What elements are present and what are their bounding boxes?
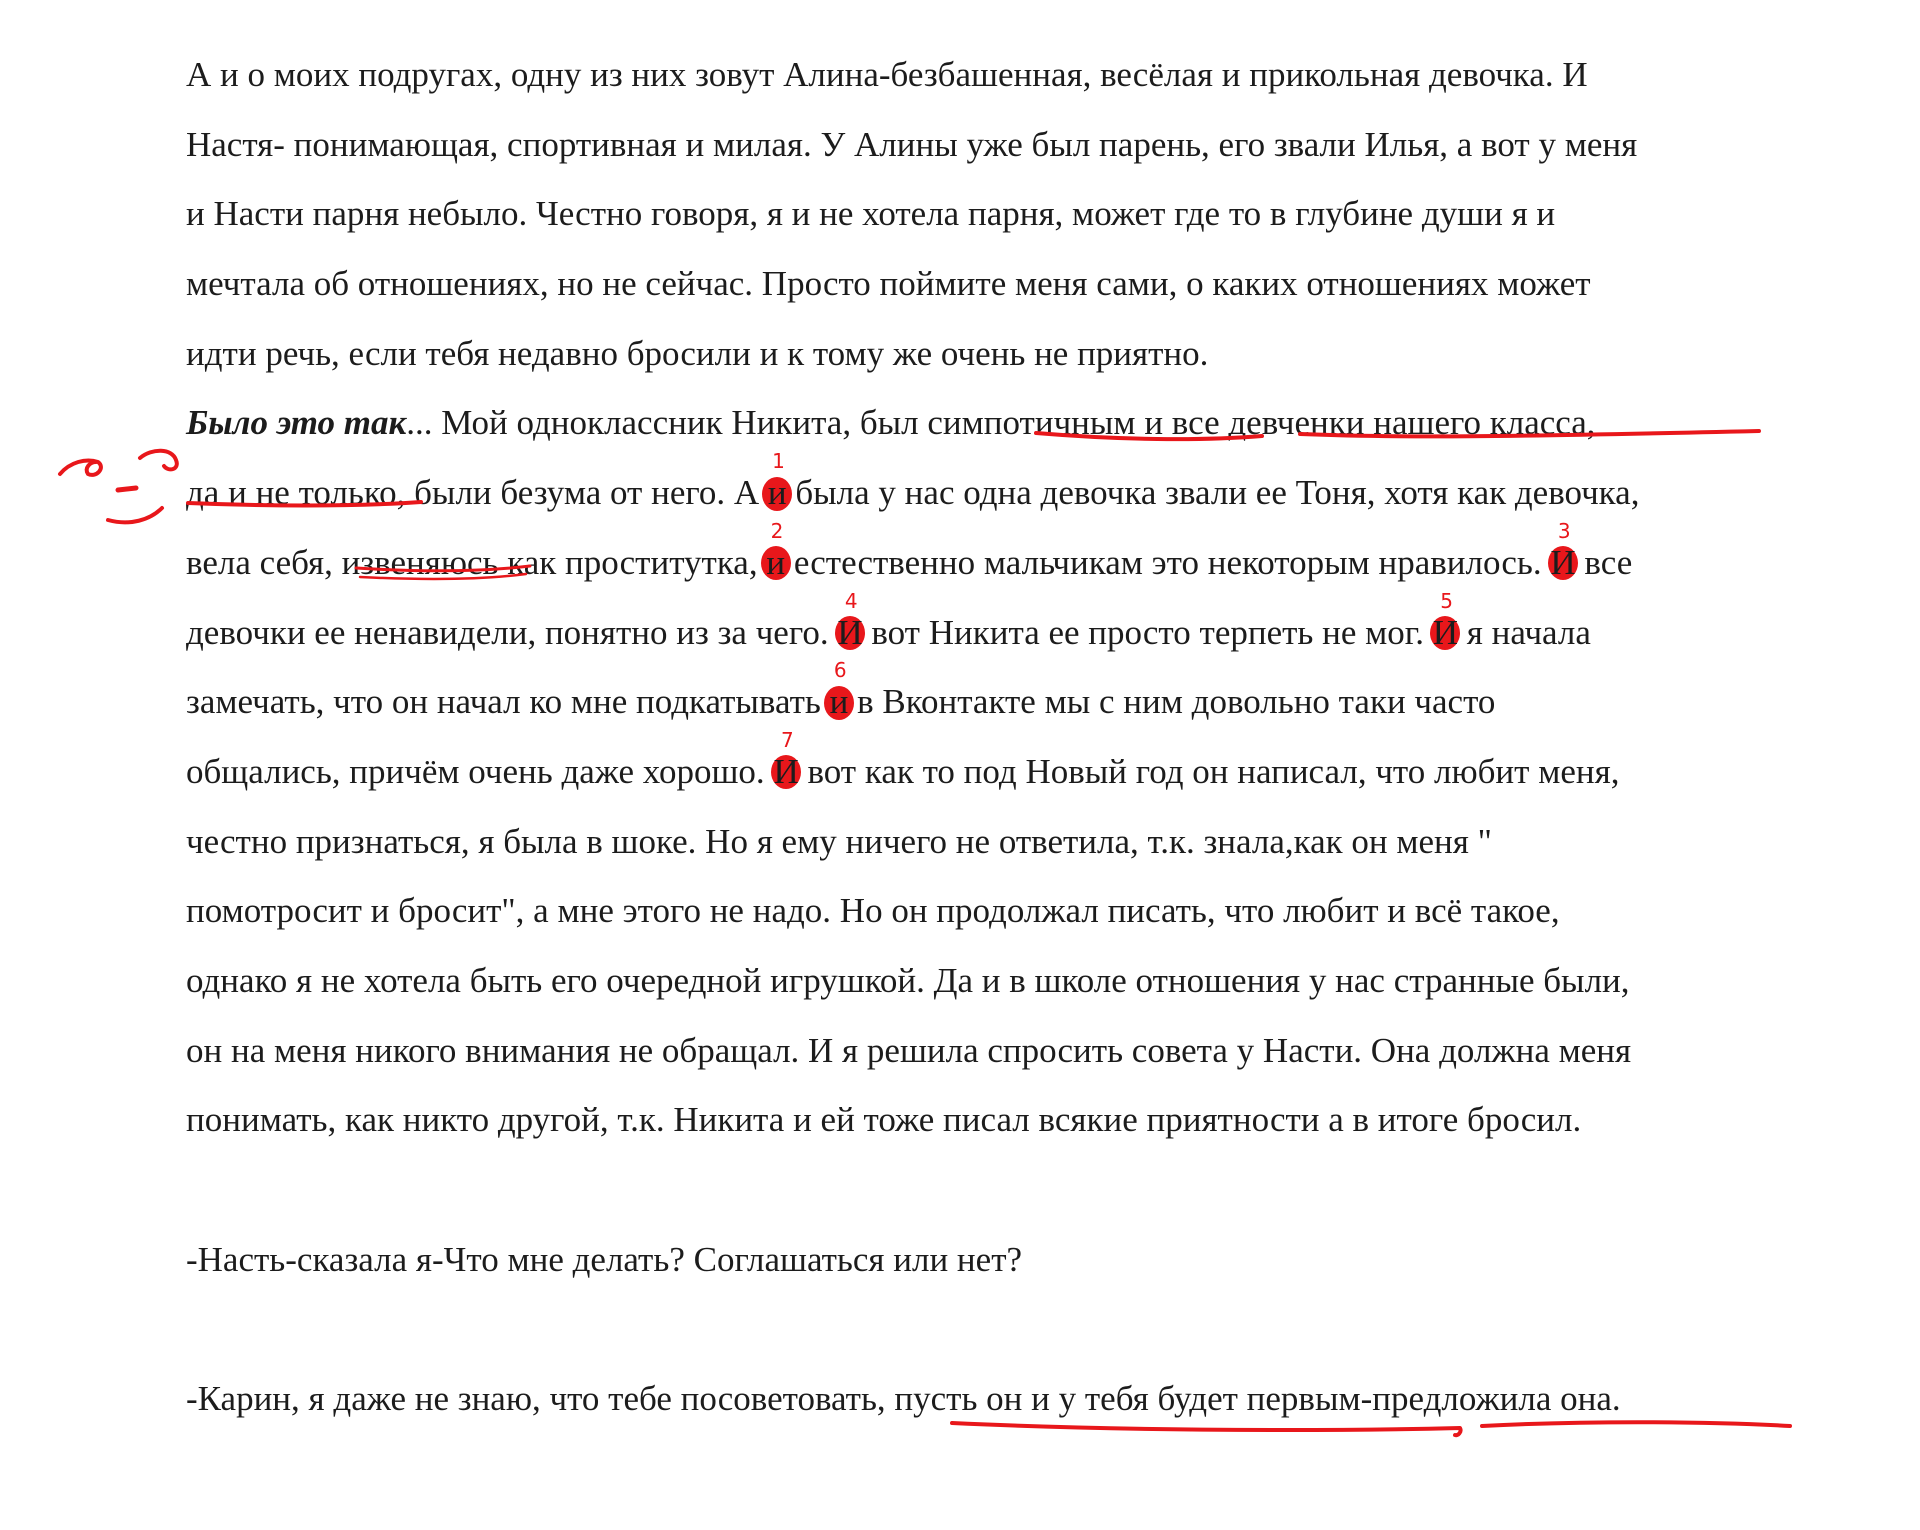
- text-run: вела себя, извеняюсь как проститутка,: [186, 542, 767, 582]
- annotation-number: 7: [780, 727, 794, 752]
- marked-glyph: И: [837, 612, 863, 652]
- annotation-number: 2: [770, 518, 784, 543]
- annotation-mark: [773, 727, 799, 791]
- text-run: естественно мальчикам это некоторым нравилось.: [785, 542, 1551, 582]
- text-run: девочки ее ненавидели, понятно из за чего.: [186, 612, 838, 652]
- text-line: идти речь, если тебя недавно бросили и к тому же очень не приятно.: [186, 333, 1209, 373]
- text-run: вот Никита ее просто терпеть не мог.: [862, 612, 1433, 652]
- annotation-mark: [767, 449, 787, 513]
- dialogue-line: -Карин, я даже не знаю, что тебе посоветовать, пусть он и у тебя будет первым-предложила она.: [186, 1379, 1621, 1419]
- text-run: замечать, что он начал ко мне подкатывать: [186, 682, 830, 722]
- marked-glyph: и: [829, 682, 849, 722]
- annotation-mark: [1550, 518, 1576, 582]
- marked-glyph: и: [766, 542, 786, 582]
- text-line: и Насти парня небыло. Честно говоря, я и не хотела парня, может где то в глубине души я и: [186, 194, 1556, 234]
- text-line: А и о моих подругах, одну из них зовут Алина-безбашенная, весёлая и прикольная девочка. И: [186, 55, 1588, 94]
- annotation-number: 5: [1440, 588, 1453, 613]
- text-line: честно признаться, я была в шоке. Но я ему ничего не ответила, т.к. знала,как он меня ": [186, 821, 1492, 861]
- marked-glyph: И: [1550, 542, 1576, 582]
- text-run: я начала: [1457, 612, 1591, 652]
- annotation-number: 4: [844, 588, 858, 613]
- annotation-number: 6: [833, 658, 847, 683]
- annotation-mark: [837, 588, 863, 652]
- text-run: общались, причём очень даже хорошо.: [186, 751, 774, 791]
- annotation-mark: [829, 658, 849, 722]
- text-line: помотросит и бросит", а мне этого не надо. Но он продолжал писать, что любит и всё такое,: [186, 891, 1560, 931]
- text-line: [186, 658, 1806, 737]
- text-run: была у нас одна девочка звали ее Тоня, хотя как девочка,: [786, 473, 1640, 513]
- annotation-number: 1: [772, 449, 785, 474]
- paragraph-gap: [186, 1155, 1806, 1225]
- ink-doodle: [118, 488, 136, 490]
- annotation-mark: [766, 518, 786, 582]
- marked-glyph: и: [767, 473, 787, 513]
- text-line: [186, 588, 1806, 668]
- emphasized-phrase: Было это так: [186, 403, 407, 443]
- dialogue-line: -Насть-сказала я-Что мне делать? Соглашаться или нет?: [186, 1239, 1023, 1279]
- ink-doodle: [60, 461, 101, 475]
- text-run: да и не только, были безума от него. А: [186, 473, 768, 513]
- text-run: ... Мой одноклассник Никита, был симпотичным и все девченки нашего класса,: [406, 403, 1596, 443]
- text-run: все: [1575, 542, 1633, 582]
- annotation-number: 3: [1557, 518, 1571, 543]
- text-line: [186, 518, 1806, 598]
- text-line: Настя- понимающая, спортивная и милая. У Алины уже был парень, его звали Илья, а вот у меня: [186, 124, 1638, 164]
- ink-doodle: [108, 508, 162, 522]
- document-body: [186, 40, 1806, 1434]
- marked-glyph: И: [1432, 612, 1458, 652]
- marked-glyph: И: [773, 751, 799, 791]
- ink-doodle: [140, 451, 177, 470]
- text-line: [186, 727, 1806, 807]
- annotation-mark: [1432, 588, 1458, 652]
- text-line: [186, 449, 1806, 528]
- text-line: [186, 388, 1806, 458]
- text-line: однако я не хотела быть его очередной игрушкой. Да и в школе отношения у нас странные были,: [186, 960, 1630, 1000]
- text-line: мечтала об отношениях, но не сейчас. Просто поймите меня сами, о каких отношениях может: [186, 264, 1591, 304]
- text-line: понимать, как никто другой, т.к. Никита и ей тоже писал всякие приятности а в итоге бросил.: [186, 1100, 1582, 1140]
- text-line: он на меня никого внимания не обращал. И я решила спросить совета у Насти. Она должна меня: [186, 1030, 1632, 1070]
- text-run: вот как то под Новый год он написал, что любит меня,: [798, 751, 1620, 791]
- text-run: в Вконтакте мы с ним довольно таки часто: [848, 682, 1496, 722]
- paragraph-gap: [186, 1294, 1806, 1364]
